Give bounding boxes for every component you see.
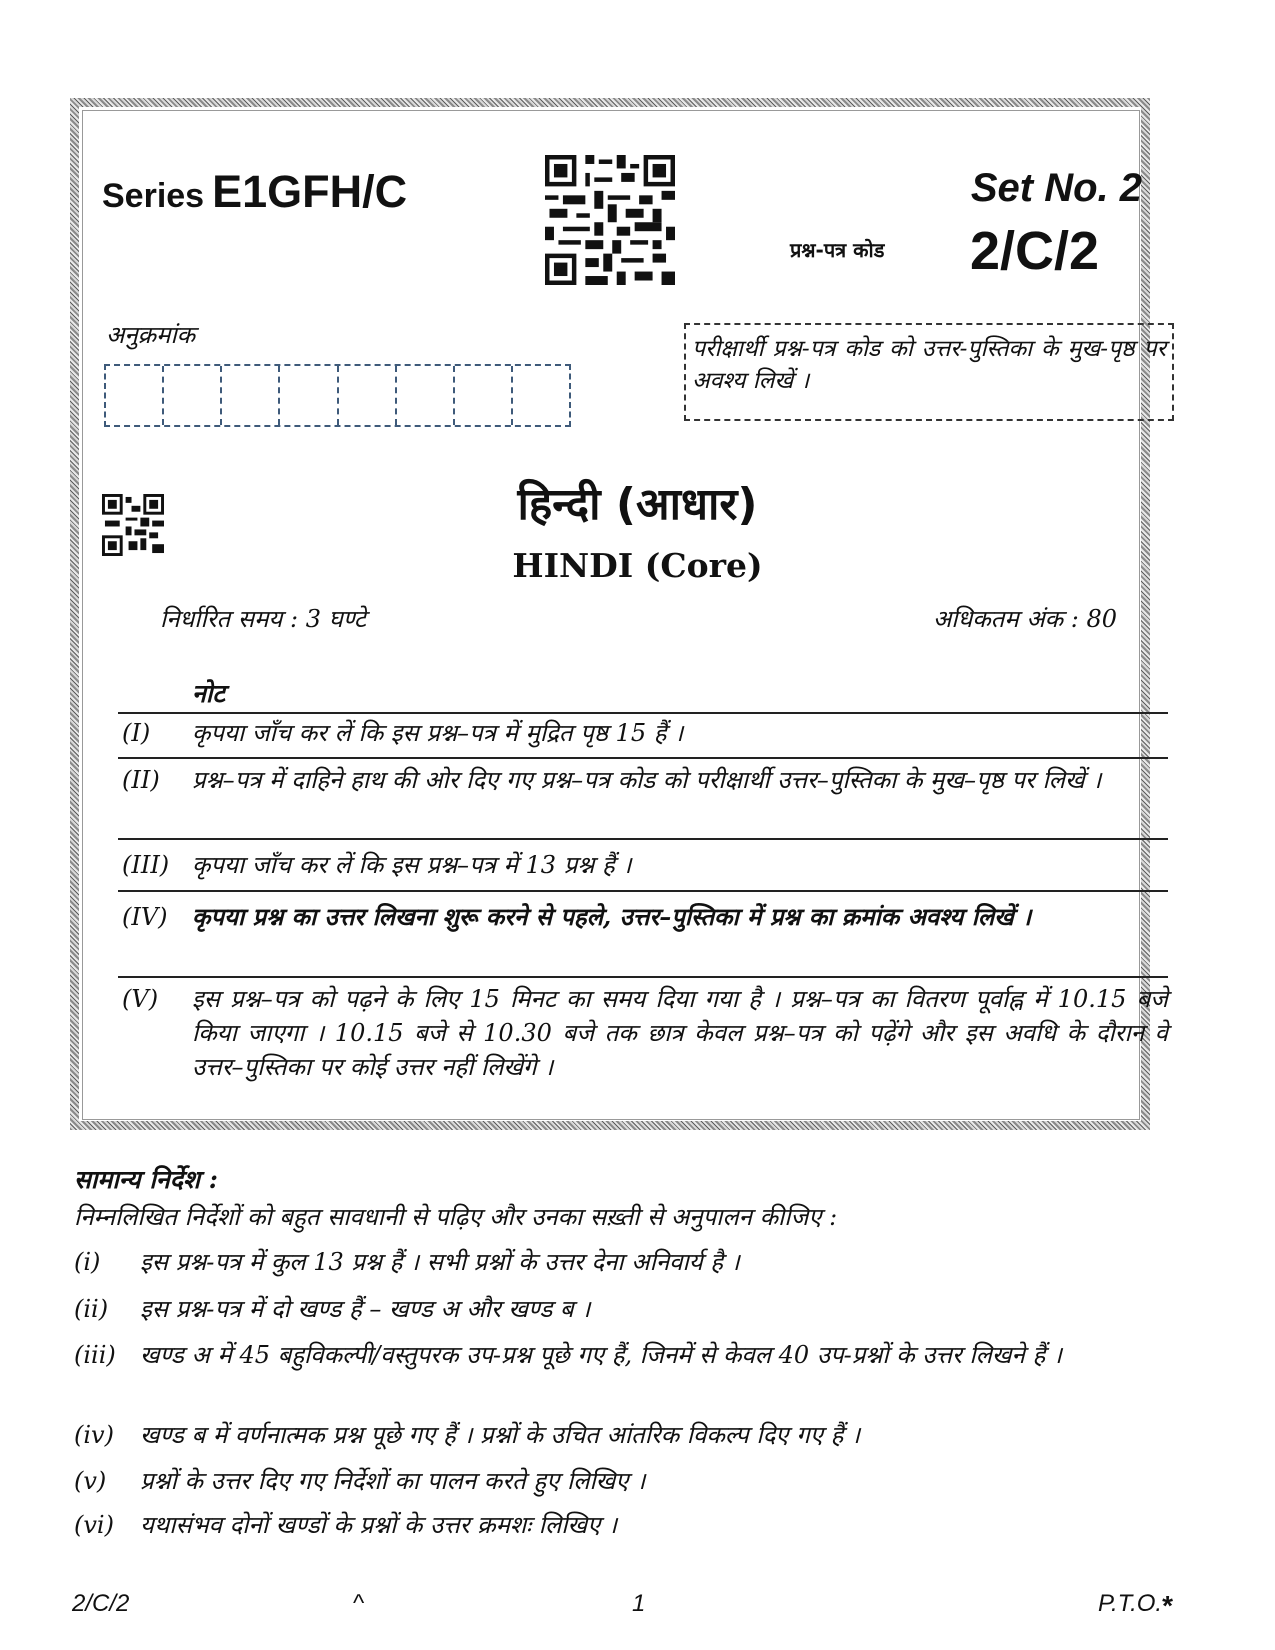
qp-code: 2/C/2 [970,221,1100,281]
series-prefix: Series [102,177,205,215]
instruction-text: इस प्रश्न-पत्र में कुल 13 प्रश्न हैं । सभी प्रश्नों के उत्तर देना अनिवार्य है । [140,1248,740,1276]
instruction-item [74,1245,1194,1279]
divider [118,712,1168,714]
note-item-text: प्रश्न–पत्र में दाहिने हाथ की ओर दिए गए प्रश्न–पत्र कोड को परीक्षार्थी उत्तर–पुस्तिका के मुख–पृष्ठ पर लिखें । [192,766,1102,794]
instruction-item [74,1338,1194,1372]
series-label [102,166,407,218]
instruction-item [74,1418,1194,1452]
instruction-item [74,1292,1194,1326]
divider [118,976,1168,978]
qp-code-label: प्रश्न-पत्र कोड [790,238,885,262]
note-item-text: कृपया प्रश्न का उत्तर लिखना शुरू करने से पहले, उत्तर–पुस्तिका में प्रश्न का क्रमांक अवश्य लिखें । [192,902,1032,931]
footer-caret: ^ [353,1590,365,1617]
roll-cell[interactable] [455,366,513,425]
time-allowed: निर्धारित समय : 3 घण्टे [160,605,367,633]
instruction-text: इस प्रश्न-पत्र में दो खण्ड हैं – खण्ड अ और खण्ड ब । [140,1295,591,1323]
roll-cell[interactable] [280,366,338,425]
set-number: Set No. 2 [970,166,1142,210]
footer-paper-code: 2/C/2 [72,1590,130,1617]
instruction-text: खण्ड ब में वर्णनात्मक प्रश्न पूछे गए हैं । प्रश्नों के उचित आंतरिक विकल्प दिए गए हैं । [140,1421,861,1449]
note-item-text: कृपया जाँच कर लें कि इस प्रश्न–पत्र में 13 प्रश्न हैं । [192,851,632,879]
roll-cell[interactable] [339,366,397,425]
instruction-number: (v) [74,1467,107,1495]
instruction-number: (iv) [74,1421,114,1449]
note-item [118,716,1168,750]
divider [118,890,1168,892]
qr-code-icon [545,155,675,285]
paper-title-english: HINDI (Core) [512,546,763,585]
note-item-number: (III) [122,851,170,879]
paper-title-hindi: हिन्दी (आधार) [517,479,758,530]
instruction-box: परीक्षार्थी प्रश्न-पत्र कोड को उत्तर-पुस्तिका के मुख-पृष्ठ पर अवश्य लिखें । [684,323,1174,421]
note-heading: नोट [192,679,225,708]
roll-cell[interactable] [513,366,569,425]
note-item [118,763,1168,797]
instruction-item [74,1508,1194,1542]
note-item-number: (IV) [122,903,168,931]
series-code: E1GFH/C [212,166,408,217]
pto-label [1098,1590,1173,1622]
general-instructions-intro: निम्नलिखित निर्देशों को बहुत सावधानी से पढ़िए और उनका सख़्ती से अनुपालन कीजिए : [74,1203,838,1231]
maximum-marks: अधिकतम अंक : 80 [932,605,1117,633]
instruction-number: (iii) [74,1341,116,1369]
instruction-number: (vi) [74,1511,114,1539]
note-item [118,900,1168,934]
instruction-text: यथासंभव दोनों खण्डों के प्रश्नों के उत्तर क्रमशः लिखिए । [140,1511,618,1539]
roll-cell[interactable] [397,366,455,425]
note-item-number: (II) [122,766,160,794]
roll-number-label: अनुक्रमांक [106,321,196,349]
pto-text: P.T.O. [1098,1590,1163,1617]
instruction-text: प्रश्नों के उत्तर दिए गए निर्देशों का पालन करते हुए लिखिए । [140,1467,646,1495]
instruction-item [74,1464,1194,1498]
divider [118,838,1168,840]
roll-cell[interactable] [164,366,222,425]
general-instructions-heading: सामान्य निर्देश : [74,1165,218,1194]
divider [118,757,1168,759]
note-item-number: (I) [122,719,151,747]
note-item-text: कृपया जाँच कर लें कि इस प्रश्न–पत्र में मुद्रित पृष्ठ 15 हैं । [192,719,684,747]
star-icon: * [1162,1590,1173,1621]
instruction-number: (ii) [74,1295,109,1323]
instruction-text: खण्ड अ में 45 बहुविकल्पी/वस्तुपरक उप-प्रश्न पूछे गए हैं, जिनमें से केवल 40 उप-प्रश्नों के उत्तर लिखने हैं । [140,1341,1062,1369]
note-item-number: (V) [122,985,159,1013]
roll-cell[interactable] [222,366,280,425]
roll-number-boxes[interactable] [104,364,571,427]
note-item-text: इस प्रश्न–पत्र को पढ़ने के लिए 15 मिनट का समय दिया गया है । प्रश्न–पत्र का वितरण पूर्वाह्न में 10.15 बजे किया जाएगा । 10.15 बजे से 10.30 बजे तक छात्र केवल प्रश्न–पत्र को पढ़ेंगे और इस अवधि के दौरान वे उत्तर–पुस्तिका पर कोई उत्तर नहीं लिखेंगे । [192,985,1168,1081]
note-item [118,848,1168,882]
page-number: 1 [632,1590,646,1617]
note-item [118,982,1168,1084]
instruction-number: (i) [74,1248,101,1276]
roll-cell[interactable] [106,366,164,425]
